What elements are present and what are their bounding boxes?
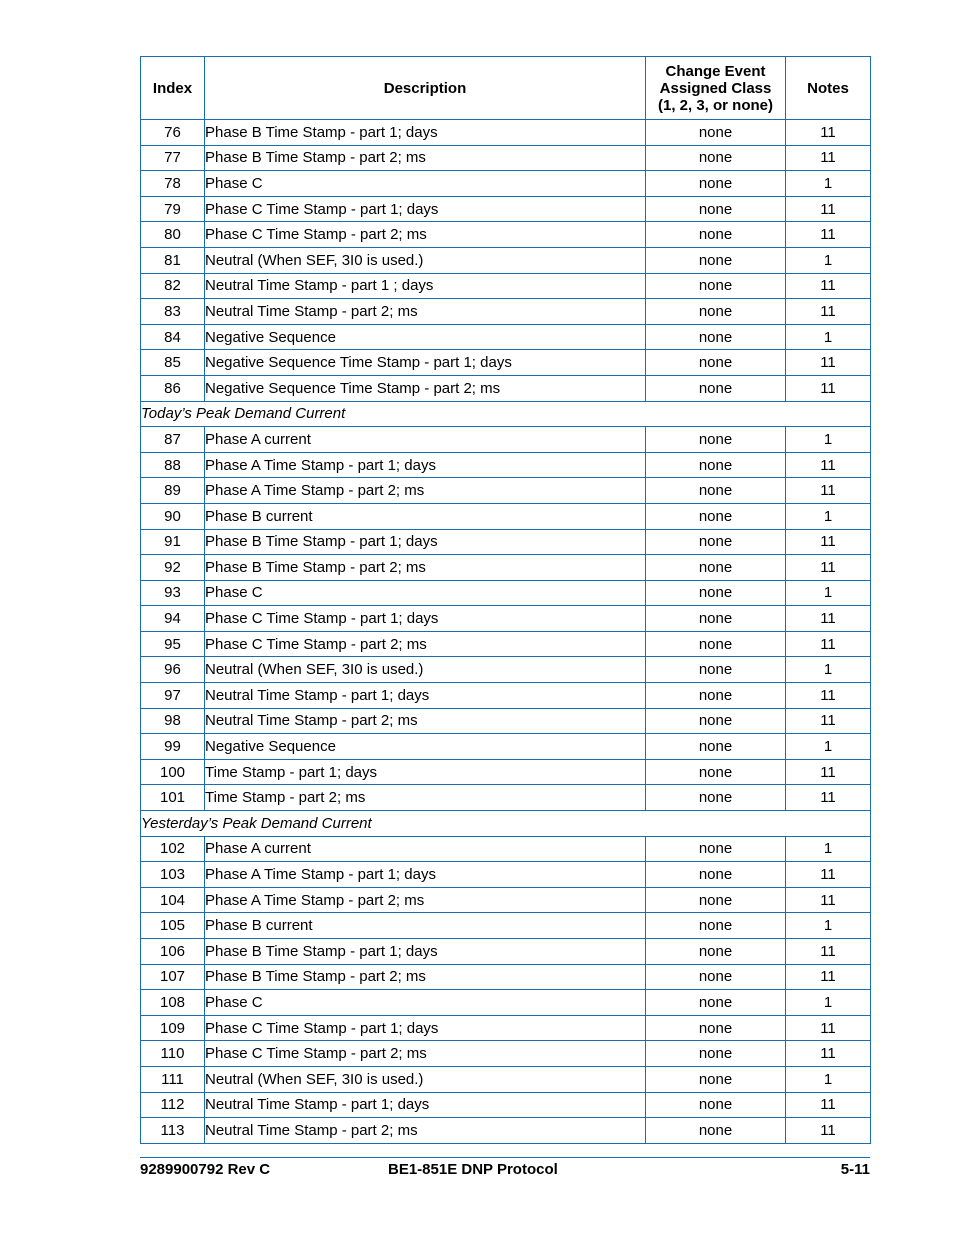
cell-assigned-class: none xyxy=(646,580,786,606)
table-row xyxy=(141,759,871,785)
cell-assigned-class: none xyxy=(646,145,786,171)
cell-assigned-class: none xyxy=(646,759,786,785)
cell-notes: 1 xyxy=(786,324,871,350)
header-notes: Notes xyxy=(786,57,871,120)
cell-description: Phase B Time Stamp - part 1; days xyxy=(205,939,646,965)
cell-notes: 11 xyxy=(786,145,871,171)
cell-notes: 11 xyxy=(786,222,871,248)
cell-notes: 11 xyxy=(786,452,871,478)
cell-index: 99 xyxy=(141,734,205,760)
cell-description: Phase C Time Stamp - part 2; ms xyxy=(205,222,646,248)
table-row xyxy=(141,196,871,222)
cell-description: Neutral Time Stamp - part 1; days xyxy=(205,1092,646,1118)
table-row xyxy=(141,350,871,376)
cell-notes: 11 xyxy=(786,1092,871,1118)
cell-description: Phase B Time Stamp - part 1; days xyxy=(205,529,646,555)
cell-assigned-class: none xyxy=(646,631,786,657)
cell-notes: 1 xyxy=(786,580,871,606)
cell-description: Phase C Time Stamp - part 1; days xyxy=(205,196,646,222)
table-row xyxy=(141,657,871,683)
cell-notes: 11 xyxy=(786,120,871,146)
table-row xyxy=(141,734,871,760)
table-row xyxy=(141,247,871,273)
section-row xyxy=(141,401,871,427)
cell-index: 111 xyxy=(141,1066,205,1092)
cell-assigned-class: none xyxy=(646,1066,786,1092)
cell-description: Neutral (When SEF, 3I0 is used.) xyxy=(205,657,646,683)
cell-description: Phase B current xyxy=(205,503,646,529)
cell-index: 96 xyxy=(141,657,205,683)
cell-index: 85 xyxy=(141,350,205,376)
table-row xyxy=(141,120,871,146)
cell-index: 104 xyxy=(141,887,205,913)
cell-description: Time Stamp - part 2; ms xyxy=(205,785,646,811)
cell-notes: 1 xyxy=(786,427,871,453)
table-row xyxy=(141,1041,871,1067)
footer-page-number: 5-11 xyxy=(840,1161,870,1178)
header-index: Index xyxy=(141,57,205,120)
cell-notes: 11 xyxy=(786,1041,871,1067)
cell-description: Phase C Time Stamp - part 1; days xyxy=(205,606,646,632)
cell-index: 84 xyxy=(141,324,205,350)
cell-index: 113 xyxy=(141,1118,205,1144)
cell-index: 105 xyxy=(141,913,205,939)
cell-description: Phase C xyxy=(205,580,646,606)
cell-notes: 11 xyxy=(786,1118,871,1144)
cell-assigned-class: none xyxy=(646,350,786,376)
table-row xyxy=(141,452,871,478)
page-footer xyxy=(140,1157,870,1182)
cell-index: 88 xyxy=(141,452,205,478)
table-row xyxy=(141,708,871,734)
cell-description: Phase B Time Stamp - part 2; ms xyxy=(205,145,646,171)
cell-notes: 1 xyxy=(786,913,871,939)
cell-description: Phase B Time Stamp - part 2; ms xyxy=(205,964,646,990)
cell-index: 78 xyxy=(141,171,205,197)
cell-description: Phase C xyxy=(205,990,646,1016)
cell-description: Phase A Time Stamp - part 1; days xyxy=(205,452,646,478)
table-row xyxy=(141,299,871,325)
cell-description: Neutral Time Stamp - part 1; days xyxy=(205,683,646,709)
cell-assigned-class: none xyxy=(646,120,786,146)
cell-notes: 11 xyxy=(786,529,871,555)
cell-notes: 1 xyxy=(786,657,871,683)
cell-description: Neutral Time Stamp - part 1 ; days xyxy=(205,273,646,299)
points-table xyxy=(140,56,871,1144)
cell-index: 103 xyxy=(141,862,205,888)
cell-notes: 11 xyxy=(786,606,871,632)
cell-assigned-class: none xyxy=(646,708,786,734)
cell-index: 89 xyxy=(141,478,205,504)
cell-description: Phase C Time Stamp - part 1; days xyxy=(205,1015,646,1041)
cell-description: Phase C xyxy=(205,171,646,197)
table-row xyxy=(141,1066,871,1092)
cell-assigned-class: none xyxy=(646,836,786,862)
cell-assigned-class: none xyxy=(646,785,786,811)
cell-notes: 11 xyxy=(786,708,871,734)
table-row xyxy=(141,631,871,657)
cell-assigned-class: none xyxy=(646,478,786,504)
cell-description: Phase A current xyxy=(205,836,646,862)
cell-index: 80 xyxy=(141,222,205,248)
cell-notes: 11 xyxy=(786,964,871,990)
cell-notes: 1 xyxy=(786,990,871,1016)
cell-notes: 1 xyxy=(786,247,871,273)
cell-notes: 1 xyxy=(786,734,871,760)
cell-assigned-class: none xyxy=(646,452,786,478)
cell-description: Negative Sequence xyxy=(205,734,646,760)
cell-notes: 11 xyxy=(786,196,871,222)
table-row xyxy=(141,222,871,248)
cell-notes: 11 xyxy=(786,759,871,785)
cell-assigned-class: none xyxy=(646,990,786,1016)
footer-document-number: 9289900792 Rev C xyxy=(140,1161,271,1178)
cell-index: 107 xyxy=(141,964,205,990)
cell-index: 100 xyxy=(141,759,205,785)
cell-assigned-class: none xyxy=(646,503,786,529)
cell-index: 77 xyxy=(141,145,205,171)
cell-description: Neutral Time Stamp - part 2; ms xyxy=(205,1118,646,1144)
cell-notes: 11 xyxy=(786,375,871,401)
cell-index: 101 xyxy=(141,785,205,811)
cell-assigned-class: none xyxy=(646,683,786,709)
cell-notes: 11 xyxy=(786,555,871,581)
cell-index: 94 xyxy=(141,606,205,632)
cell-description: Phase C Time Stamp - part 2; ms xyxy=(205,631,646,657)
table-row xyxy=(141,503,871,529)
cell-assigned-class: none xyxy=(646,1041,786,1067)
section-heading: Yesterday’s Peak Demand Current xyxy=(141,811,871,837)
cell-index: 98 xyxy=(141,708,205,734)
table-row xyxy=(141,145,871,171)
cell-index: 90 xyxy=(141,503,205,529)
cell-description: Neutral (When SEF, 3I0 is used.) xyxy=(205,247,646,273)
cell-notes: 11 xyxy=(786,887,871,913)
cell-index: 93 xyxy=(141,580,205,606)
cell-assigned-class: none xyxy=(646,375,786,401)
cell-description: Phase B Time Stamp - part 2; ms xyxy=(205,555,646,581)
cell-index: 97 xyxy=(141,683,205,709)
cell-assigned-class: none xyxy=(646,529,786,555)
table-row xyxy=(141,606,871,632)
cell-assigned-class: none xyxy=(646,1118,786,1144)
cell-description: Phase A current xyxy=(205,427,646,453)
cell-assigned-class: none xyxy=(646,273,786,299)
cell-notes: 1 xyxy=(786,503,871,529)
cell-index: 92 xyxy=(141,555,205,581)
cell-assigned-class: none xyxy=(646,299,786,325)
cell-description: Negative Sequence Time Stamp - part 1; days xyxy=(205,350,646,376)
cell-assigned-class: none xyxy=(646,939,786,965)
table-row xyxy=(141,273,871,299)
table-row xyxy=(141,555,871,581)
cell-assigned-class: none xyxy=(646,171,786,197)
cell-description: Neutral Time Stamp - part 2; ms xyxy=(205,708,646,734)
cell-description: Phase A Time Stamp - part 1; days xyxy=(205,862,646,888)
cell-index: 82 xyxy=(141,273,205,299)
cell-notes: 11 xyxy=(786,350,871,376)
cell-notes: 11 xyxy=(786,299,871,325)
cell-assigned-class: none xyxy=(646,1015,786,1041)
cell-description: Negative Sequence Time Stamp - part 2; ms xyxy=(205,375,646,401)
cell-index: 112 xyxy=(141,1092,205,1118)
header-change-event-class: Change Event Assigned Class (1, 2, 3, or none) xyxy=(646,57,786,120)
table-row xyxy=(141,964,871,990)
cell-assigned-class: none xyxy=(646,887,786,913)
cell-assigned-class: none xyxy=(646,222,786,248)
cell-assigned-class: none xyxy=(646,657,786,683)
cell-notes: 11 xyxy=(786,785,871,811)
cell-notes: 11 xyxy=(786,862,871,888)
cell-notes: 11 xyxy=(786,939,871,965)
table-row xyxy=(141,913,871,939)
cell-assigned-class: none xyxy=(646,555,786,581)
table-row xyxy=(141,171,871,197)
table-row xyxy=(141,990,871,1016)
cell-index: 106 xyxy=(141,939,205,965)
table-header xyxy=(141,57,871,120)
cell-index: 87 xyxy=(141,427,205,453)
cell-index: 108 xyxy=(141,990,205,1016)
table-row xyxy=(141,1118,871,1144)
header-description: Description xyxy=(205,57,646,120)
cell-description: Time Stamp - part 1; days xyxy=(205,759,646,785)
cell-notes: 11 xyxy=(786,273,871,299)
header-row xyxy=(141,57,871,120)
cell-assigned-class: none xyxy=(646,964,786,990)
cell-index: 109 xyxy=(141,1015,205,1041)
cell-assigned-class: none xyxy=(646,247,786,273)
cell-description: Phase B current xyxy=(205,913,646,939)
cell-assigned-class: none xyxy=(646,196,786,222)
table-row xyxy=(141,478,871,504)
table-row xyxy=(141,324,871,350)
footer-document-title: BE1-851E DNP Protocol xyxy=(388,1161,558,1178)
table-row xyxy=(141,529,871,555)
cell-index: 102 xyxy=(141,836,205,862)
table-row xyxy=(141,683,871,709)
cell-index: 110 xyxy=(141,1041,205,1067)
cell-description: Neutral (When SEF, 3I0 is used.) xyxy=(205,1066,646,1092)
cell-assigned-class: none xyxy=(646,324,786,350)
cell-description: Phase B Time Stamp - part 1; days xyxy=(205,120,646,146)
cell-notes: 11 xyxy=(786,683,871,709)
cell-index: 81 xyxy=(141,247,205,273)
table-row xyxy=(141,939,871,965)
cell-index: 83 xyxy=(141,299,205,325)
section-heading: Today’s Peak Demand Current xyxy=(141,401,871,427)
table-row xyxy=(141,887,871,913)
cell-notes: 1 xyxy=(786,171,871,197)
cell-notes: 11 xyxy=(786,478,871,504)
cell-index: 79 xyxy=(141,196,205,222)
table-row xyxy=(141,1015,871,1041)
cell-description: Neutral Time Stamp - part 2; ms xyxy=(205,299,646,325)
table-row xyxy=(141,580,871,606)
table-row xyxy=(141,836,871,862)
cell-assigned-class: none xyxy=(646,913,786,939)
section-row xyxy=(141,811,871,837)
cell-assigned-class: none xyxy=(646,862,786,888)
cell-index: 86 xyxy=(141,375,205,401)
cell-description: Phase C Time Stamp - part 2; ms xyxy=(205,1041,646,1067)
cell-description: Negative Sequence xyxy=(205,324,646,350)
cell-notes: 11 xyxy=(786,631,871,657)
cell-assigned-class: none xyxy=(646,606,786,632)
cell-assigned-class: none xyxy=(646,1092,786,1118)
cell-description: Phase A Time Stamp - part 2; ms xyxy=(205,887,646,913)
cell-description: Phase A Time Stamp - part 2; ms xyxy=(205,478,646,504)
table-row xyxy=(141,375,871,401)
table-row xyxy=(141,785,871,811)
cell-index: 76 xyxy=(141,120,205,146)
cell-assigned-class: none xyxy=(646,734,786,760)
cell-notes: 1 xyxy=(786,836,871,862)
cell-index: 91 xyxy=(141,529,205,555)
table-row xyxy=(141,862,871,888)
cell-notes: 1 xyxy=(786,1066,871,1092)
table-body xyxy=(141,120,871,1144)
table-row xyxy=(141,1092,871,1118)
cell-index: 95 xyxy=(141,631,205,657)
table-row xyxy=(141,427,871,453)
cell-assigned-class: none xyxy=(646,427,786,453)
cell-notes: 11 xyxy=(786,1015,871,1041)
